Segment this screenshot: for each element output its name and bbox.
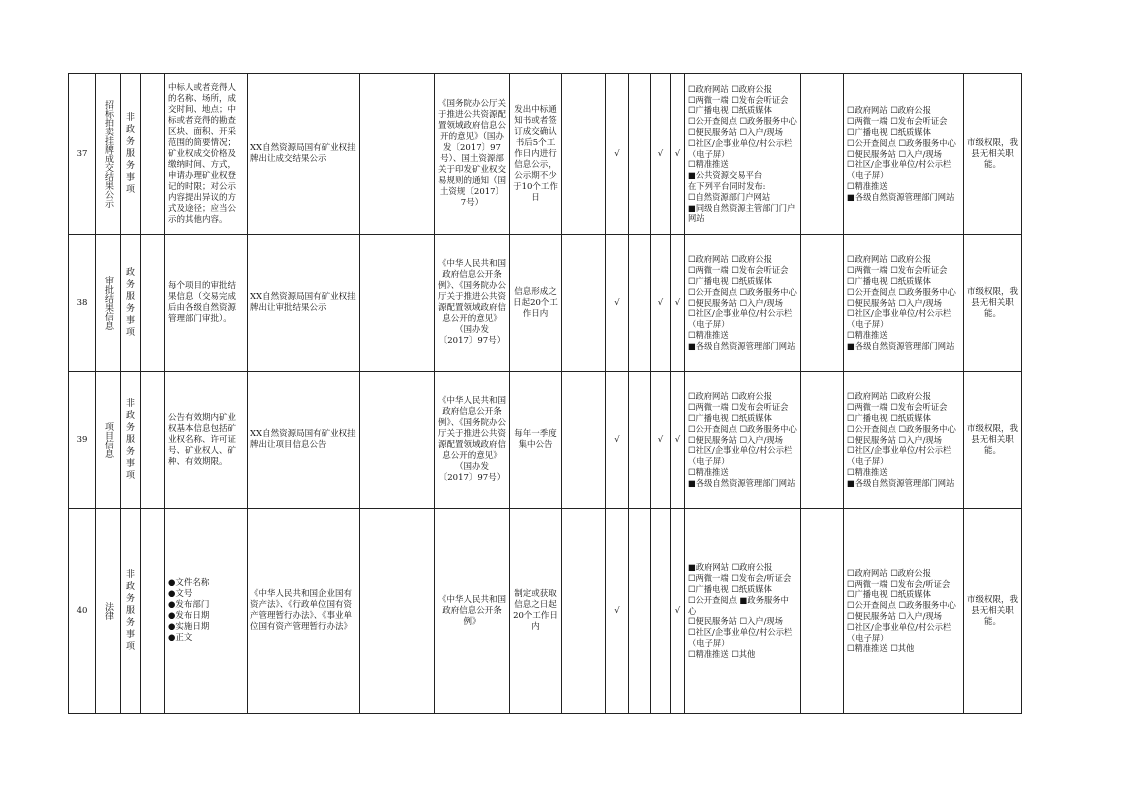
subject-type-text: 非政务服务事项 xyxy=(125,113,135,195)
item-name: 招标拍卖挂牌成交结果公示 xyxy=(103,100,113,208)
disclosure-time xyxy=(510,372,561,508)
channels-secondary-list: ☐政府网站 ☐政府公报 ☐两微一端 ☐发布会听证会 ☐广播电视 ☐纸质媒体 ☐公开查阅点 ☐政务服务中心 ☐便民服务站 ☐入户/现场 ☐社区/企事业单位/村公示栏（电子屏） ☐精准推送 ■各级自然资源管理部门网站 xyxy=(847,105,956,202)
check-mark-a xyxy=(606,235,628,371)
disclosure-time-text: 制定或获取信息之日起20个工作日内 xyxy=(513,589,558,632)
channels-secondary-list: ☐政府网站 ☐政府公报 ☐两微一端 ☐发布会听证会 ☐广播电视 ☐纸质媒体 ☐公开查阅点 ☐政务服务中心 ☐便民服务站 ☐入户/现场 ☐社区/企事业单位/村公示栏（电子屏） ☐精准推送 ■各级自然资源管理部门网站 xyxy=(847,391,956,488)
legal-basis-text: 《中华人民共和国政府信息公开条例》 xyxy=(438,594,507,627)
table-col-line xyxy=(561,73,562,714)
row-number xyxy=(69,372,95,508)
disclosure-content-text: ●文件名称 ●文号 ●发布部门 ●发布日期 ●实施日期 ●正文 xyxy=(168,578,210,643)
channels-secondary xyxy=(844,235,963,371)
check-mark-b-text: √ xyxy=(657,297,664,308)
row-number-text: 37 xyxy=(76,148,88,159)
notice-title xyxy=(248,235,359,371)
notice-title-text: 《中华人民共和国企业国有资产法》、《行政单位国有资产管理暂行办法》、《事业单位国有资产管理暂行办法》 xyxy=(250,589,353,632)
check-mark-b xyxy=(651,74,670,234)
row-number-text: 39 xyxy=(76,434,88,445)
channels-primary xyxy=(685,235,800,371)
check-mark-a xyxy=(606,74,628,234)
disclosure-content xyxy=(165,235,247,371)
check-mark-b xyxy=(651,509,670,713)
channels-primary-list: ☐政府网站 ☐政府公报 ☐两微一端 ☐发布会听证会 ☐广播电视 ☐纸质媒体 ☐公开查阅点 ☐政务服务中心 ☐便民服务站 ☐入户/现场 ☐社区/企事业单位/村公示栏（电子屏） ☐精准推送 ■各级自然资源管理部门网站 xyxy=(688,254,797,351)
remark-text: 市级权限，我县无相关职能。 xyxy=(967,137,1019,170)
disclosure-time-text: 信息形成之日起20个工作日内 xyxy=(513,286,558,319)
subject-type-text: 政务服务事项 xyxy=(125,268,135,338)
check-mark-c-text: √ xyxy=(674,434,681,445)
channels-primary-list: ■政府网站 ☐政府公报 ☐两微一端 ☐发布会/听证会 ☐广播电视 ☐纸质媒体 ☐公开查阅点 ■政务服务中心 ☐便民服务站 ☐入户/现场 ☐社区/企事业单位/村公示栏（电子屏） ☐精准推送 ☐其他 xyxy=(688,562,793,659)
legal-basis xyxy=(435,372,509,508)
table-col-line xyxy=(140,73,141,714)
row-number-text: 40 xyxy=(76,605,88,616)
table-col-line xyxy=(1021,73,1022,714)
check-mark-c-text: √ xyxy=(674,297,681,308)
remark-text: 市级权限，我县无相关职能。 xyxy=(967,423,1019,456)
legal-basis-text: 《中华人民共和国政府信息公开条例》、《国务院办公厅关于推进公共资源配置领域政府信息公开的意见》（国办发〔2017〕97号） xyxy=(438,259,507,346)
item-name: 法律 xyxy=(103,602,113,620)
subject-type-text: 非政务服务事项 xyxy=(125,570,135,652)
legal-basis xyxy=(435,235,509,371)
disclosure-content xyxy=(165,372,247,508)
row-number-text: 38 xyxy=(76,297,88,308)
channels-primary xyxy=(685,372,800,508)
check-mark-c xyxy=(671,509,684,713)
remark-text: 市级权限，我县无相关职能。 xyxy=(967,286,1019,319)
disclosure-time-text: 发出中标通知书或者签订成交确认书后5个工作日内进行信息公示，公示期不少于10个工作日 xyxy=(513,104,558,203)
notice-title xyxy=(248,509,359,713)
notice-title-text: XX自然资源局国有矿业权挂牌出让审批结果公示 xyxy=(250,292,356,313)
remark xyxy=(964,509,1021,713)
subject-type xyxy=(121,509,140,713)
disclosure-content xyxy=(165,509,247,713)
channels-secondary xyxy=(844,74,963,234)
check-mark-c xyxy=(671,74,684,234)
item-name: 项目信息 xyxy=(103,422,113,458)
legal-basis xyxy=(435,509,509,713)
notice-title xyxy=(248,74,359,234)
check-mark-c xyxy=(671,235,684,371)
notice-title-text: XX自然资源局国有矿业权挂牌出让成交结果公示 xyxy=(250,143,356,164)
subject-type xyxy=(121,74,140,234)
check-mark-a-text: √ xyxy=(614,148,620,159)
disclosure-time-text: 每年一季度集中公告 xyxy=(514,429,557,450)
channels-secondary-list: ☐政府网站 ☐政府公报 ☐两微一端 ☐发布会听证会 ☐广播电视 ☐纸质媒体 ☐公开查阅点 ☐政务服务中心 ☐便民服务站 ☐入户/现场 ☐社区/企事业单位/村公示栏（电子屏） ☐精准推送 ■各级自然资源管理部门网站 xyxy=(847,254,956,351)
check-mark-a xyxy=(606,372,628,508)
channels-secondary-list: ☐政府网站 ☐政府公报 ☐两微一端 ☐发布会/听证会 ☐广播电视 ☐纸质媒体 ☐公开查阅点 ☐政务服务中心 ☐便民服务站 ☐入户/现场 ☐社区/企事业单位/村公示栏（电子屏） ☐精准推送 ☐其他 xyxy=(847,567,956,654)
table-row-line xyxy=(68,713,1022,714)
notice-title-text: XX自然资源局国有矿业权挂牌出让项目信息公告 xyxy=(250,429,356,450)
check-mark-a-text: √ xyxy=(614,297,620,308)
channels-secondary xyxy=(844,509,963,713)
disclosure-time xyxy=(510,509,561,713)
check-mark-b xyxy=(651,235,670,371)
check-mark-c-text: √ xyxy=(674,605,681,616)
channels-secondary xyxy=(844,372,963,508)
check-mark-c-text: √ xyxy=(674,148,681,159)
subject-type xyxy=(121,235,140,371)
remark xyxy=(964,372,1021,508)
subject-type xyxy=(121,372,140,508)
channels-primary-list: ☐政府网站 ☐政府公报 ☐两微一端 ☐发布会听证会 ☐广播电视 ☐纸质媒体 ☐公开查阅点 ☐政务服务中心 ☐便民服务站 ☐入户/现场 ☐社区/企事业单位/村公示栏（电子屏） ☐精准推送 ■各级自然资源管理部门网站 xyxy=(688,391,797,488)
row-number xyxy=(69,509,95,713)
check-mark-a xyxy=(606,509,628,713)
subject-type-text: 非政务服务事项 xyxy=(125,399,135,481)
channels-primary xyxy=(685,74,800,234)
disclosure-content-text: 中标人或者竞得人的名称、场所，成交时间、地点；中标或者竞得的勘查区块、面积、开采范围的简要情况；矿业权成交价格及缴纳时间、方式，申请办理矿业权登记的时限；对公示内容提出异议的方式及途径；应当公示的其他内容。 xyxy=(168,82,237,225)
table-col-line xyxy=(628,73,629,714)
disclosure-content xyxy=(165,74,247,234)
disclosure-content-text: 公告有效期内矿业权基本信息包括矿业权名称、许可证号、矿业权人、矿种、有效期限。 xyxy=(168,412,237,467)
legal-basis-text: 《国务院办公厅关于推进公共资源配置领域政府信息公开的意见》（国办发〔2017〕97号）、国土资源部关于印发矿业权交易规则的通知（国土资规〔2017〕7号） xyxy=(438,99,507,208)
check-mark-b-text: √ xyxy=(657,148,664,159)
disclosure-time xyxy=(510,235,561,371)
legal-basis-text: 《中华人民共和国政府信息公开条例》、《国务院办公厅关于推进公共资源配置领域政府信息公开的意见》（国办发〔2017〕97号） xyxy=(438,396,507,483)
table-col-line xyxy=(359,73,360,714)
remark-text: 市级权限，我县无相关职能。 xyxy=(967,594,1019,627)
channels-primary-list: ☐政府网站 ☐政府公报 ☐两微一端 ☐发布会听证会 ☐广播电视 ☐纸质媒体 ☐公开查阅点 ☐政务服务中心 ☐便民服务站 ☐入户/现场 ☐社区/企事业单位/村公示栏（电子屏） ☐精准推送 ■公共资源交易平台 在下列平台同时发布: ☐自然资源部门户网站 ■同级自然资源主管部门门户网站 xyxy=(688,83,797,224)
remark xyxy=(964,74,1021,234)
check-mark-b-text: √ xyxy=(657,434,664,445)
check-mark-a-text: √ xyxy=(614,434,620,445)
legal-basis xyxy=(435,74,509,234)
check-mark-b xyxy=(651,372,670,508)
row-number xyxy=(69,74,95,234)
remark xyxy=(964,235,1021,371)
notice-title xyxy=(248,372,359,508)
disclosure-time xyxy=(510,74,561,234)
disclosure-content-text: 每个项目的审批结果信息（交易完成后由各级自然资源管理部门审批）。 xyxy=(168,281,237,324)
check-mark-c xyxy=(671,372,684,508)
table-col-line xyxy=(800,73,801,714)
row-number xyxy=(69,235,95,371)
check-mark-a-text: √ xyxy=(614,605,620,616)
channels-primary xyxy=(685,509,800,713)
item-name: 审批结果信息 xyxy=(103,276,113,330)
